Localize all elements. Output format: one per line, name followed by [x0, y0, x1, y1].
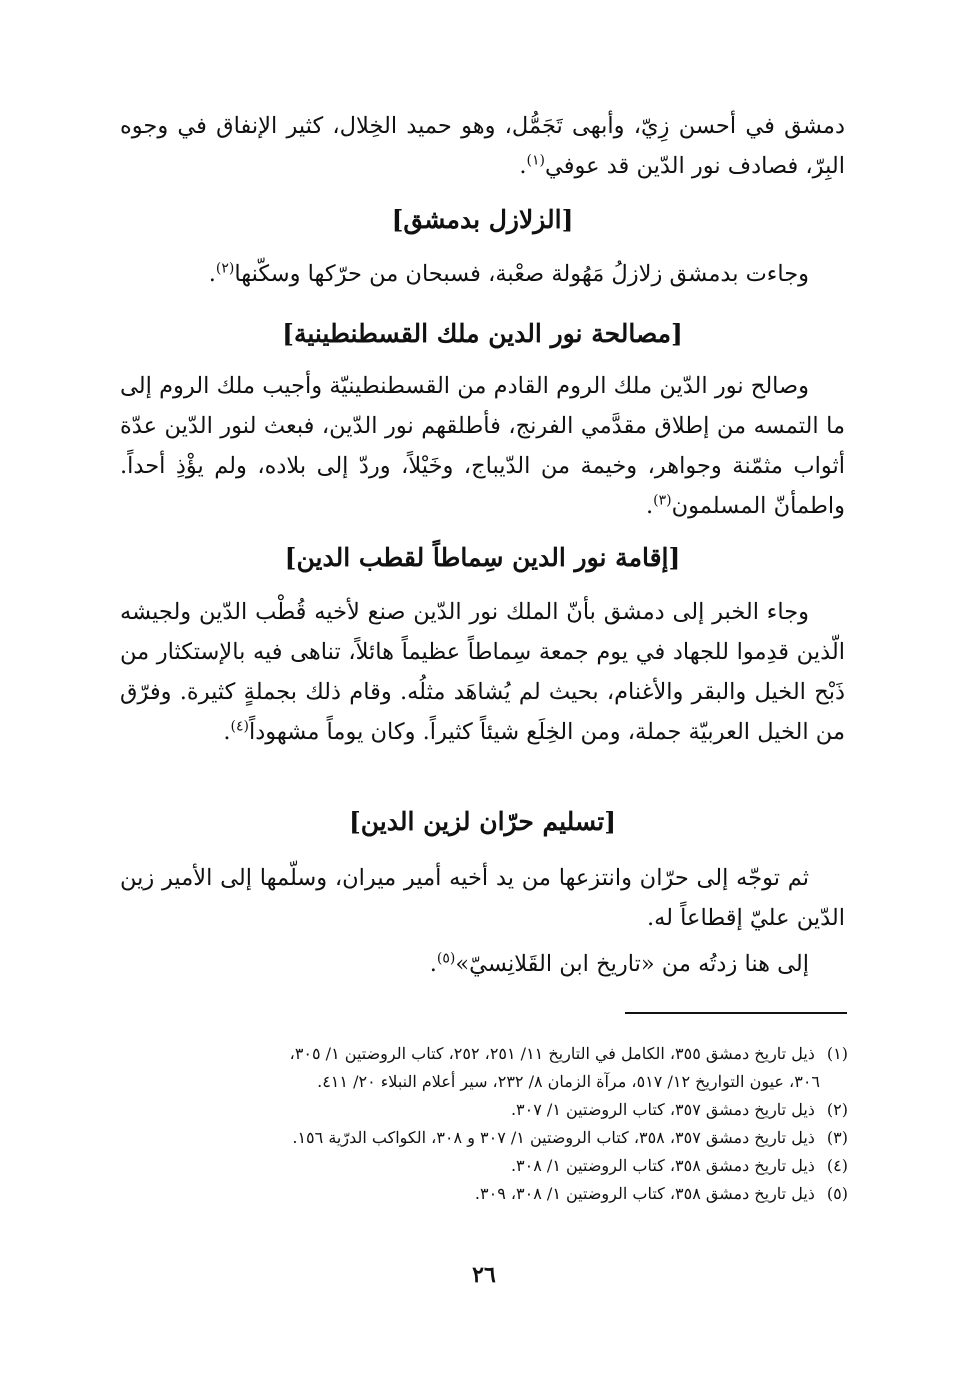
footnotes [120, 1040, 848, 1208]
paragraph-4-end: . [223, 719, 231, 745]
footnote-text: ذيل تاريخ دمشق ٣٥٨، كتاب الروضتين ١/ ٣٠٨، ٣٠٩. [474, 1184, 815, 1203]
paragraph-2-text: وجاءت بدمشق زلازلُ مَهُولة صعْبة، فسبحان من حرّكها وسكّنها [234, 261, 809, 287]
paragraph-6-end: . [429, 951, 437, 977]
footnote-ref-4: (٤) [230, 718, 250, 735]
paragraph-2 [120, 254, 845, 294]
footnote-number: (٣) [826, 1128, 848, 1147]
paragraph-6-text: إلى هنا زدتُه من «تاريخ ابن القَلانِسيّ» [455, 951, 809, 977]
paragraph-1-text: دمشق في أحسن زِيّ، وأبهى تَجَمُّل، وهو حميد الخِلال، كثير الإنفاق في وجوه البِرّ، فصادف نور الدّين قد عوفي [120, 113, 845, 179]
footnote-number: (٥) [826, 1184, 848, 1203]
footnote-text: ذيل تاريخ دمشق ٣٥٧، ٣٥٨، كتاب الروضتين ١/ ٣٠٧ و ٣٠٨، الكواكب الدرّية ١٥٦. [292, 1128, 815, 1147]
footnote-3 [120, 1124, 848, 1152]
section-heading-banquet: [إقامة نور الدين سِماطاً لقطب الدين] [284, 543, 681, 572]
paragraph-3-end: . [646, 493, 654, 519]
paragraph-4-text: وجاء الخبر إلى دمشق بأنّ الملك نور الدّين صنع لأخيه قُطْب الدّين ولجيشه الّذين قدِموا للجهاد في يوم جمعة سِماطاً عظيماً هائلاً، تناهى فيه بالإستكثار من ذَبْح الخيل والبقر والأغنام، بحيث لم يُشاهَد مثلُه. وقام ذلك بجملةٍ كثيرة. وفرّق من الخيل العربيّة جملة، ومن الخِلَع شيئاً كثيراً. وكان يوماً مشهوداً [120, 599, 845, 745]
footnote-ref-3: (٣) [653, 492, 672, 509]
footnote-5 [120, 1180, 848, 1208]
footnote-text: ذيل تاريخ دمشق ٣٥٨، كتاب الروضتين ١/ ٣٠٨. [510, 1156, 815, 1175]
paragraph-1-end: . [519, 153, 527, 179]
paragraph-1 [120, 106, 845, 186]
paragraph-2-end: . [208, 261, 216, 287]
section-heading-reconciliation: [مصالحة نور الدين ملك القسطنطينية] [282, 319, 683, 348]
footnote-number: (٤) [826, 1156, 848, 1175]
paragraph-4 [120, 592, 845, 752]
footnote-ref-2: (٢) [215, 260, 235, 277]
paragraph-3-text: وصالح نور الدّين ملك الروم القادم من القسطنطينيّة وأجيب ملك الروم إلى ما التمسه من إطلاق مقدَّمي الفرنج، فأطلقهم نور الدّين، فبعث لنور الدّين عدّة أثواب مثمّنة وجواهر، وخيمة من الدّيباج، وخَيْلاً، وردّ إلى بلاده، ولم يؤْذِ أحداً. واطمأنّ المسلمون [120, 373, 845, 519]
page-number: ٢٦ [472, 1262, 496, 1288]
footnote-1-continuation [120, 1068, 848, 1096]
footnote-separator [625, 1012, 847, 1014]
footnote-ref-5: (٥) [436, 950, 456, 967]
paragraph-5-text: ثم توجّه إلى حرّان وانتزعها من يد أخيه أمير ميران، وسلّمها إلى الأمير زين الدّين عليّ إقطاعاً له. [120, 865, 845, 931]
section-heading-earthquakes: [الزلازل بدمشق] [391, 205, 574, 234]
paragraph-5 [120, 858, 845, 938]
footnote-1 [120, 1040, 848, 1068]
section-heading-harran: [تسليم حرّان لزين الدين] [348, 807, 617, 836]
footnote-number: (٢) [826, 1100, 848, 1119]
paragraph-6 [120, 944, 845, 984]
footnote-text: ذيل تاريخ دمشق ٣٥٧، كتاب الروضتين ١/ ٣٠٧. [510, 1100, 815, 1119]
footnote-number: (١) [826, 1044, 848, 1063]
footnote-text: ذيل تاريخ دمشق ٣٥٥، الكامل في التاريخ ١١/ ٢٥١، ٢٥٢، كتاب الروضتين ١/ ٣٠٥، [289, 1044, 815, 1063]
footnote-ref-1: (١) [526, 152, 546, 169]
footnote-text: ٣٠٦، عيون التواريخ ١٢/ ٥١٧، مرآة الزمان ٨/ ٢٣٢، سير أعلام النبلاء ٢٠/ ٤١١. [317, 1072, 820, 1091]
footnote-2 [120, 1096, 848, 1124]
paragraph-3 [120, 366, 845, 526]
footnote-4 [120, 1152, 848, 1180]
